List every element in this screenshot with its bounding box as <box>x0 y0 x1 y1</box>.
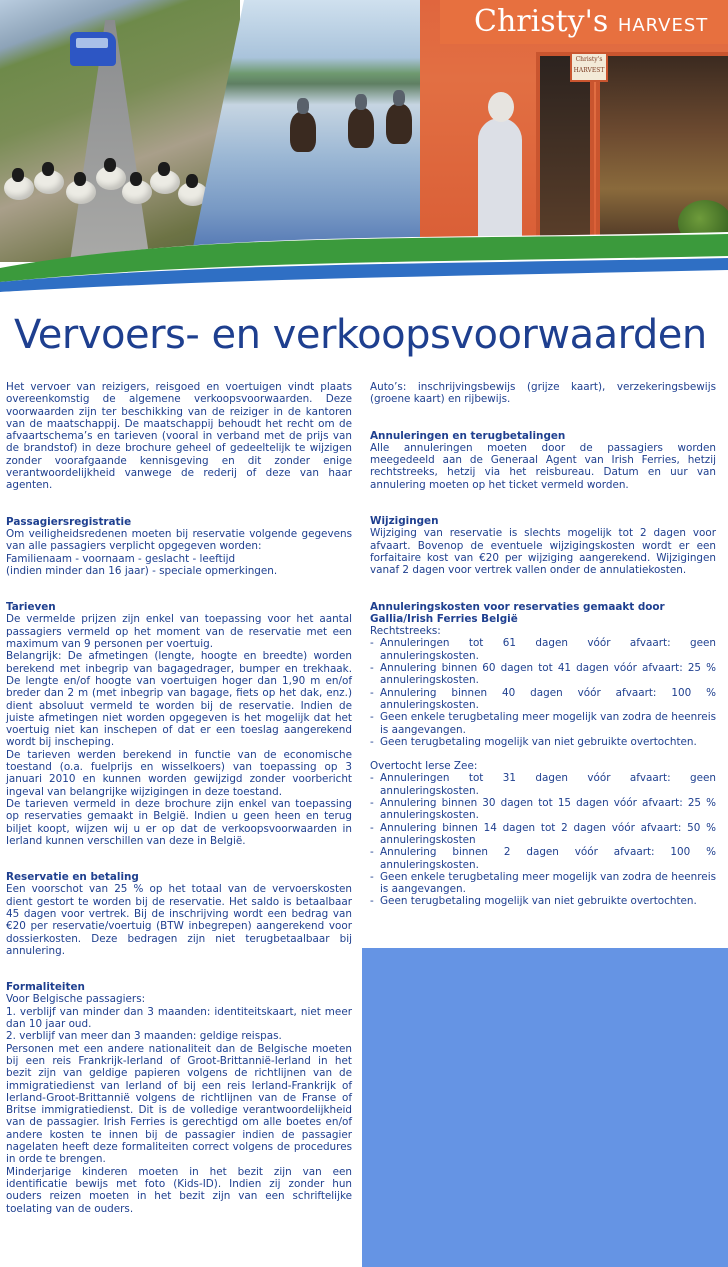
list-item: - Annulering binnen 14 dagen tot 2 dagen vóór afvaart: 50 % annuleringskosten <box>370 822 716 847</box>
section-heading: Annuleringen en terugbetalingen <box>370 429 566 442</box>
right-column <box>370 381 716 932</box>
section-heading: Wijzigingen <box>370 515 439 528</box>
section-text: De tarieven vermeld in deze brochure zijn enkel van toepassing op reservaties gemaakt in België. Indien u geen heen en terug biljet koopt, wijzen wij u er op dat de verkoopsvoorwaarden in Ierland kunnen verschillen van deze in België. <box>6 797 352 847</box>
section-heading: Annuleringskosten voor reservaties gemaakt door Gallia/Irish Ferries België <box>370 600 665 625</box>
section-annuleringskosten <box>370 601 716 908</box>
section-heading: Tarieven <box>6 601 56 614</box>
list-label: Overtocht Ierse Zee: <box>370 760 478 773</box>
sheep <box>122 180 152 204</box>
horse-rider <box>290 112 316 152</box>
section-text: (indien minder dan 16 jaar) - speciale opmerkingen. <box>6 564 278 577</box>
list-item: - Geen enkele terugbetaling meer mogelijk van zodra de heenreis is aangevangen. <box>370 871 716 896</box>
section-text: 1. verblijf van minder dan 3 maanden: identiteitskaart, niet meer dan 10 jaar oud. <box>6 1005 352 1031</box>
list-item: - Annulering binnen 40 dagen vóór afvaart: 100 % annuleringskosten. <box>370 687 716 712</box>
intro-paragraph: Het vervoer van reizigers, reisgoed en voertuigen vindt plaats overeenkomstig de algemene verkoopsvoorwaarden. Deze voorwaarden zijn ter beschikking van de reiziger in de kantoren van de maatschappij. De maatschappij behoudt het recht om de afvaartschema’s en tarieven (vooral in verband met de prijs van de brandstof) in deze brochure geheel of gedeeltelijk te wijzigen zonder voorafgaande kennisgeving en dit zonder enige verantwoordelijkheid vanwege de rederij of deze van haar agenten. <box>6 381 352 492</box>
list-item: - Geen terugbetaling mogelijk van niet gebruikte overtochten. <box>370 895 716 907</box>
section-text: Wijziging van reservatie is slechts mogelijk tot 2 dagen voor afvaart. Bovenop de eventuele wijzigingskosten wordt er een forfaitaire kost van €20 per wijziging aangerekend. Wijzigingen vanaf 2 dagen voor vertrek vallen onder de annulatiekosten. <box>370 527 716 577</box>
horse-rider <box>386 104 412 144</box>
list-rechtstreeks <box>370 637 716 748</box>
section-text: Familienaam - voornaam - geslacht - leeftijd <box>6 552 236 565</box>
shop-plaque <box>570 52 608 82</box>
section-annuleringen <box>370 430 716 491</box>
blue-van <box>70 32 116 66</box>
section-passagiersregistratie <box>6 516 352 577</box>
list-item: - Geen terugbetaling mogelijk van niet gebruikte overtochten. <box>370 736 716 748</box>
shop-plaque-word: HARVEST <box>573 67 605 74</box>
section-text: Minderjarige kinderen moeten in het bezit zijn van een identificatie bewijs met foto (Kids-ID). Indien zij zonder hun ouders reizen moeten in het bezit zijn van een schriftelijke toelating van de ouders. <box>6 1165 352 1215</box>
section-text: Personen met een andere nationaliteit dan de Belgische moeten bij een reis Frankrijk-Ierland of Groot-Brittannië-Ierland in het bezit zijn van geldige papieren volgens de richtlijnen van de immigratiedienst van Ierland of bij een reis Ierland-Frankrijk of Ierland-Groot-Brittannië volgens de richtlijnen van de Franse of Britse immigratiedienst. Dit is de volledige verantwoordelijkheid van de passagier. Irish Ferries is gerechtigd om alle boetes en/of andere kosten te innen bij de passagier indien de passagier nagelaten heeft deze formaliteiten correct volgens de procedures in orde te brengen. <box>6 1042 352 1166</box>
sheep <box>150 170 180 194</box>
shop-plaque-name: Christy's <box>575 56 603 63</box>
sheep <box>34 170 64 194</box>
page-title: Vervoers- en verkoopsvoorwaarden <box>14 312 707 358</box>
section-text: Belangrijk: De afmetingen (lengte, hoogte en breedte) worden berekend met inbegrip van bagagedrager, bumper en trekhaak. De lengte en/of hoogte van voertuigen hoger dan 1,90 m en/of breder dan 2 m (met inbegrip van bagage, fiets op het dak, enz.) dient absoluut vermeld te worden bij de reservatie. Indien de juiste afmetingen niet worden opgegeven is het mogelijk dat het voertuig niet kan inschepen of dat er een toeslag aangerekend wordt bij inscheping. <box>6 650 352 749</box>
shop-sign-name: Christy's <box>474 4 609 39</box>
section-wijzigingen <box>370 515 716 576</box>
section-text: De vermelde prijzen zijn enkel van toepassing voor het aantal passagiers vermeld op het moment van de reservatie met een maximum van 9 personen per voertuig. <box>6 613 352 651</box>
shop-sign <box>440 0 728 44</box>
list-item: - Annulering binnen 60 dagen tot 41 dagen vóór afvaart: 25 % annuleringskosten. <box>370 662 716 687</box>
sheep <box>66 180 96 204</box>
section-text: Om veiligheidsredenen moeten bij reservatie volgende gegevens van alle passagiers verplicht opgegeven worden: <box>6 527 352 553</box>
decorative-waves <box>0 210 728 300</box>
list-item: - Annulering binnen 2 dagen vóór afvaart: 100 % annuleringskosten. <box>370 846 716 871</box>
section-heading: Passagiersregistratie <box>6 515 132 528</box>
section-text: Een voorschot van 25 % op het totaal van de vervoerskosten dient gestort te worden bij de reservatie. Het saldo is betaalbaar 45 dagen voor vertrek. Bij de inschrijving wordt een bedrag van €20 per reservatie/voertuig (BTW inbegrepen) aangerekend voor dossierkosten. Deze bedragen zijn niet terugbetaalbaar bij annulering. <box>6 883 352 957</box>
list-item: - Annuleringen tot 31 dagen vóór afvaart: geen annuleringskosten. <box>370 772 716 797</box>
sheep <box>4 176 34 200</box>
section-text: Voor Belgische passagiers: <box>6 993 146 1006</box>
section-heading: Reservatie en betaling <box>6 871 139 884</box>
section-heading: Formaliteiten <box>6 981 85 994</box>
list-item: - Annulering binnen 30 dagen tot 15 dagen vóór afvaart: 25 % annuleringskosten. <box>370 797 716 822</box>
sheep <box>96 166 126 190</box>
shop-sign-word: HARVEST <box>617 15 709 36</box>
horse-rider <box>348 108 374 148</box>
section-text: De tarieven werden berekend in functie van de economische toestand (o.a. fuelprijs en wisselkoers) van toepassing op 3 januari 2010 en kunnen worden gewijzigd zonder voorbericht ingeval van belangrijke wijzigingen in deze toestand. <box>6 748 352 798</box>
list-overtocht <box>370 772 716 907</box>
list-item: - Annuleringen tot 61 dagen vóór afvaart: geen annuleringskosten. <box>370 637 716 662</box>
section-text: 2. verblijf van meer dan 3 maanden: geldige reispas. <box>6 1030 282 1043</box>
list-item: - Geen enkele terugbetaling meer mogelijk van zodra de heenreis is aangevangen. <box>370 711 716 736</box>
section-tarieven <box>6 601 352 847</box>
section-text: Alle annuleringen moeten door de passagiers worden meegedeeld aan de Generaal Agent van Irish Ferries, hetzij rechtstreeks, hetzij via het reisbureau. Datum en uur van annulering moeten op het ticket vermeld worden. <box>370 441 716 491</box>
list-label: Rechtstreeks: <box>370 625 441 638</box>
section-formaliteiten <box>6 981 352 1215</box>
blue-panel <box>362 948 728 1267</box>
section-reservatie <box>6 871 352 957</box>
autos-paragraph: Auto’s: inschrijvingsbewijs (grijze kaart), verzekeringsbewijs (groene kaart) en rijbewijs. <box>370 381 716 406</box>
left-column <box>6 381 352 1239</box>
header-photo-collage <box>0 0 728 300</box>
